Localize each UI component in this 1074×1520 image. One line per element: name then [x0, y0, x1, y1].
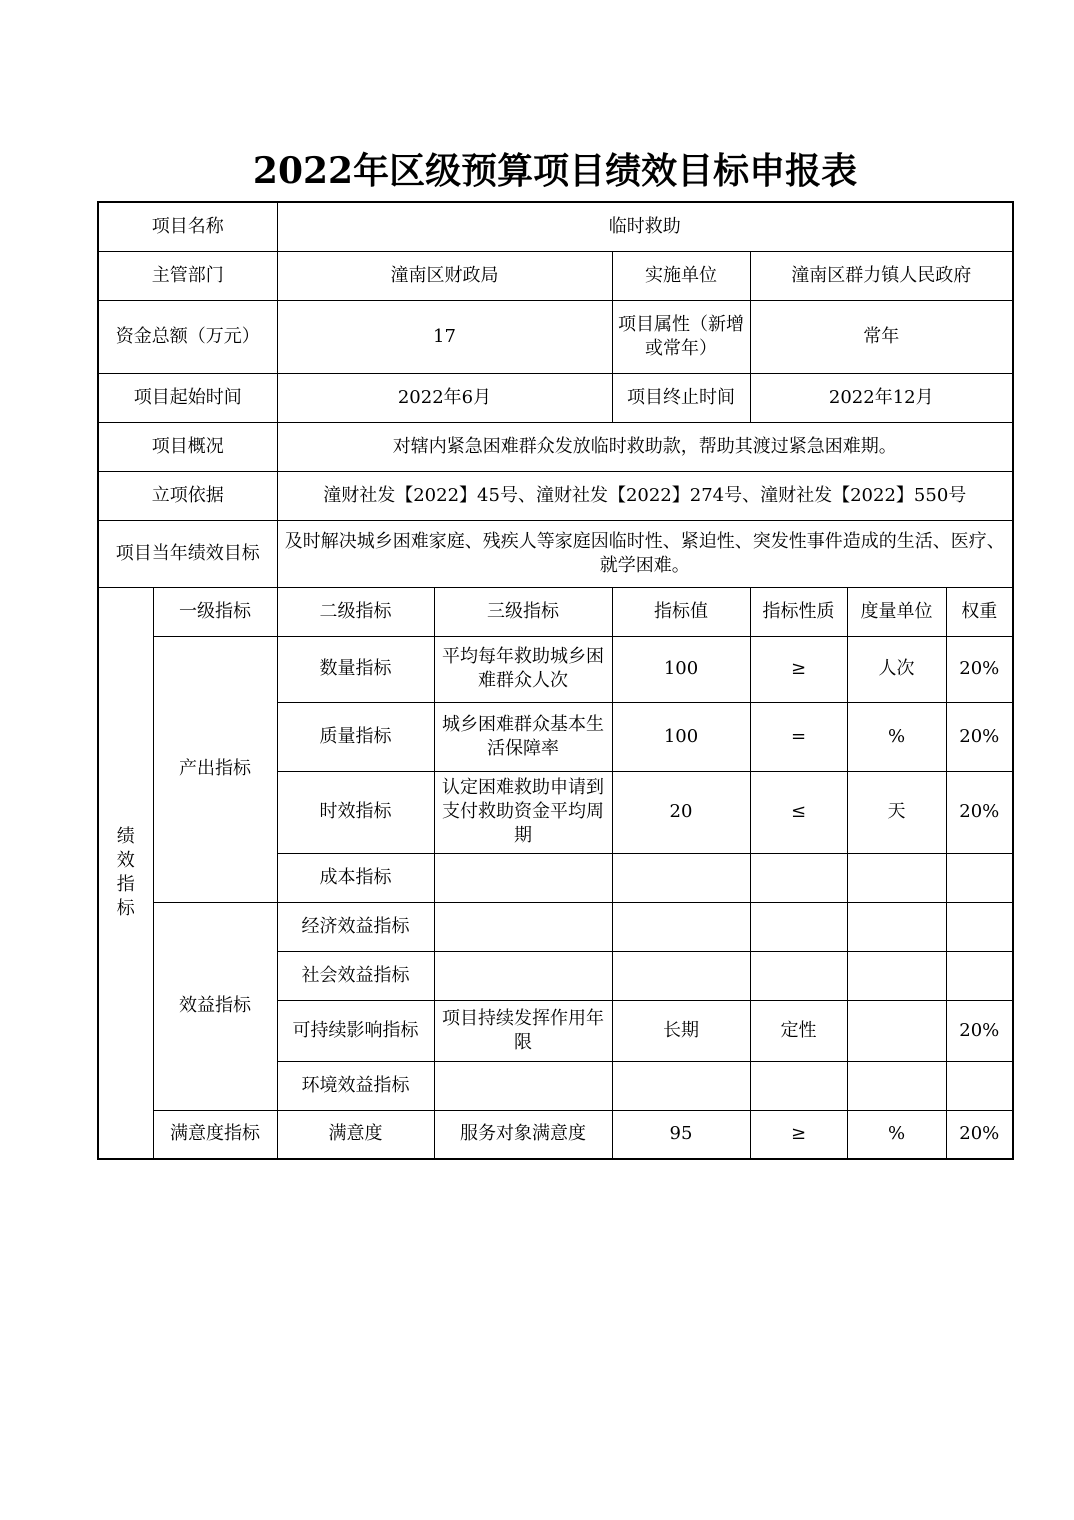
- performance-form-table: [97, 201, 1014, 1160]
- cell-nature: [750, 1061, 847, 1110]
- cell-unit: %: [847, 1110, 946, 1159]
- cell-value: 100: [612, 702, 750, 771]
- cell-value: 20: [612, 771, 750, 853]
- row-fund: [98, 300, 1013, 373]
- cell-value: [612, 951, 750, 1000]
- cell-nature: [750, 902, 847, 951]
- label-basis: 立项依据: [98, 471, 277, 520]
- cell-level3: 平均每年救助城乡困难群众人次: [434, 636, 612, 702]
- group-satisfaction: 满意度指标: [153, 1110, 277, 1159]
- cell-value: 100: [612, 636, 750, 702]
- cell-unit: 人次: [847, 636, 946, 702]
- cell-weight: 20%: [946, 1110, 1013, 1159]
- table-row: [98, 636, 1013, 702]
- cell-level2: 时效指标: [277, 771, 434, 853]
- value-dept: 潼南区财政局: [277, 251, 612, 300]
- row-column-headers: [98, 587, 1013, 636]
- cell-nature: ≥: [750, 1110, 847, 1159]
- cell-nature: ≤: [750, 771, 847, 853]
- row-dept: [98, 251, 1013, 300]
- cell-value: [612, 853, 750, 902]
- value-fund-total: 17: [277, 300, 612, 373]
- label-impl-unit: 实施单位: [612, 251, 750, 300]
- cell-weight: 20%: [946, 702, 1013, 771]
- header-level2: 二级指标: [277, 587, 434, 636]
- group-output: 产出指标: [153, 636, 277, 902]
- header-level1: 一级指标: [153, 587, 277, 636]
- cell-level3: 认定困难救助申请到支付救助资金平均周期: [434, 771, 612, 853]
- header-weight: 权重: [946, 587, 1013, 636]
- row-time: [98, 373, 1013, 422]
- cell-level2: 环境效益指标: [277, 1061, 434, 1110]
- label-overview: 项目概况: [98, 422, 277, 471]
- cell-value: 95: [612, 1110, 750, 1159]
- value-basis: 潼财社发【2022】45号、潼财社发【2022】274号、潼财社发【2022】550号: [277, 471, 1013, 520]
- cell-unit: %: [847, 702, 946, 771]
- value-project-attr: 常年: [750, 300, 1013, 373]
- cell-level3: [434, 951, 612, 1000]
- label-dept: 主管部门: [98, 251, 277, 300]
- cell-value: [612, 902, 750, 951]
- value-target: 及时解决城乡困难家庭、残疾人等家庭因临时性、紧迫性、突发性事件造成的生活、医疗、就学困难。: [277, 520, 1013, 587]
- table-row: [98, 1110, 1013, 1159]
- row-overview: [98, 422, 1013, 471]
- value-overview: 对辖内紧急困难群众发放临时救助款，帮助其渡过紧急困难期。: [277, 422, 1013, 471]
- cell-level3: [434, 902, 612, 951]
- group-benefit: 效益指标: [153, 902, 277, 1110]
- label-start-time: 项目起始时间: [98, 373, 277, 422]
- header-level3: 三级指标: [434, 587, 612, 636]
- cell-nature: [750, 951, 847, 1000]
- cell-level3: 城乡困难群众基本生活保障率: [434, 702, 612, 771]
- cell-weight: [946, 853, 1013, 902]
- page-title: 2022年区级预算项目绩效目标申报表: [252, 150, 858, 192]
- cell-level2: 满意度: [277, 1110, 434, 1159]
- header-value: 指标值: [612, 587, 750, 636]
- cell-level2: 数量指标: [277, 636, 434, 702]
- header-nature: 指标性质: [750, 587, 847, 636]
- cell-weight: [946, 1061, 1013, 1110]
- label-perf: 绩效指标: [98, 587, 153, 1159]
- cell-level2: 经济效益指标: [277, 902, 434, 951]
- cell-level3: [434, 1061, 612, 1110]
- cell-level2: 社会效益指标: [277, 951, 434, 1000]
- row-basis: [98, 471, 1013, 520]
- cell-level2: 质量指标: [277, 702, 434, 771]
- cell-weight: [946, 951, 1013, 1000]
- cell-unit: [847, 1000, 946, 1061]
- cell-nature: 定性: [750, 1000, 847, 1061]
- cell-weight: 20%: [946, 1000, 1013, 1061]
- cell-unit: [847, 853, 946, 902]
- label-project-name: 项目名称: [98, 202, 277, 251]
- cell-weight: [946, 902, 1013, 951]
- value-end-time: 2022年12月: [750, 373, 1013, 422]
- cell-level3: 服务对象满意度: [434, 1110, 612, 1159]
- cell-weight: 20%: [946, 771, 1013, 853]
- value-start-time: 2022年6月: [277, 373, 612, 422]
- cell-level3: [434, 853, 612, 902]
- label-target: 项目当年绩效目标: [98, 520, 277, 587]
- cell-unit: 天: [847, 771, 946, 853]
- table-row: [98, 902, 1013, 951]
- cell-nature: ≥: [750, 636, 847, 702]
- value-impl-unit: 潼南区群力镇人民政府: [750, 251, 1013, 300]
- cell-level2: 成本指标: [277, 853, 434, 902]
- row-target: [98, 520, 1013, 587]
- cell-nature: =: [750, 702, 847, 771]
- cell-value: 长期: [612, 1000, 750, 1061]
- cell-level2: 可持续影响指标: [277, 1000, 434, 1061]
- cell-nature: [750, 853, 847, 902]
- row-project-name: [98, 202, 1013, 251]
- label-fund-total: 资金总额（万元）: [98, 300, 277, 373]
- cell-unit: [847, 902, 946, 951]
- header-unit: 度量单位: [847, 587, 946, 636]
- label-project-attr: 项目属性（新增或常年）: [612, 300, 750, 373]
- label-end-time: 项目终止时间: [612, 373, 750, 422]
- cell-value: [612, 1061, 750, 1110]
- cell-unit: [847, 951, 946, 1000]
- value-project-name: 临时救助: [277, 202, 1013, 251]
- cell-weight: 20%: [946, 636, 1013, 702]
- cell-level3: 项目持续发挥作用年限: [434, 1000, 612, 1061]
- cell-unit: [847, 1061, 946, 1110]
